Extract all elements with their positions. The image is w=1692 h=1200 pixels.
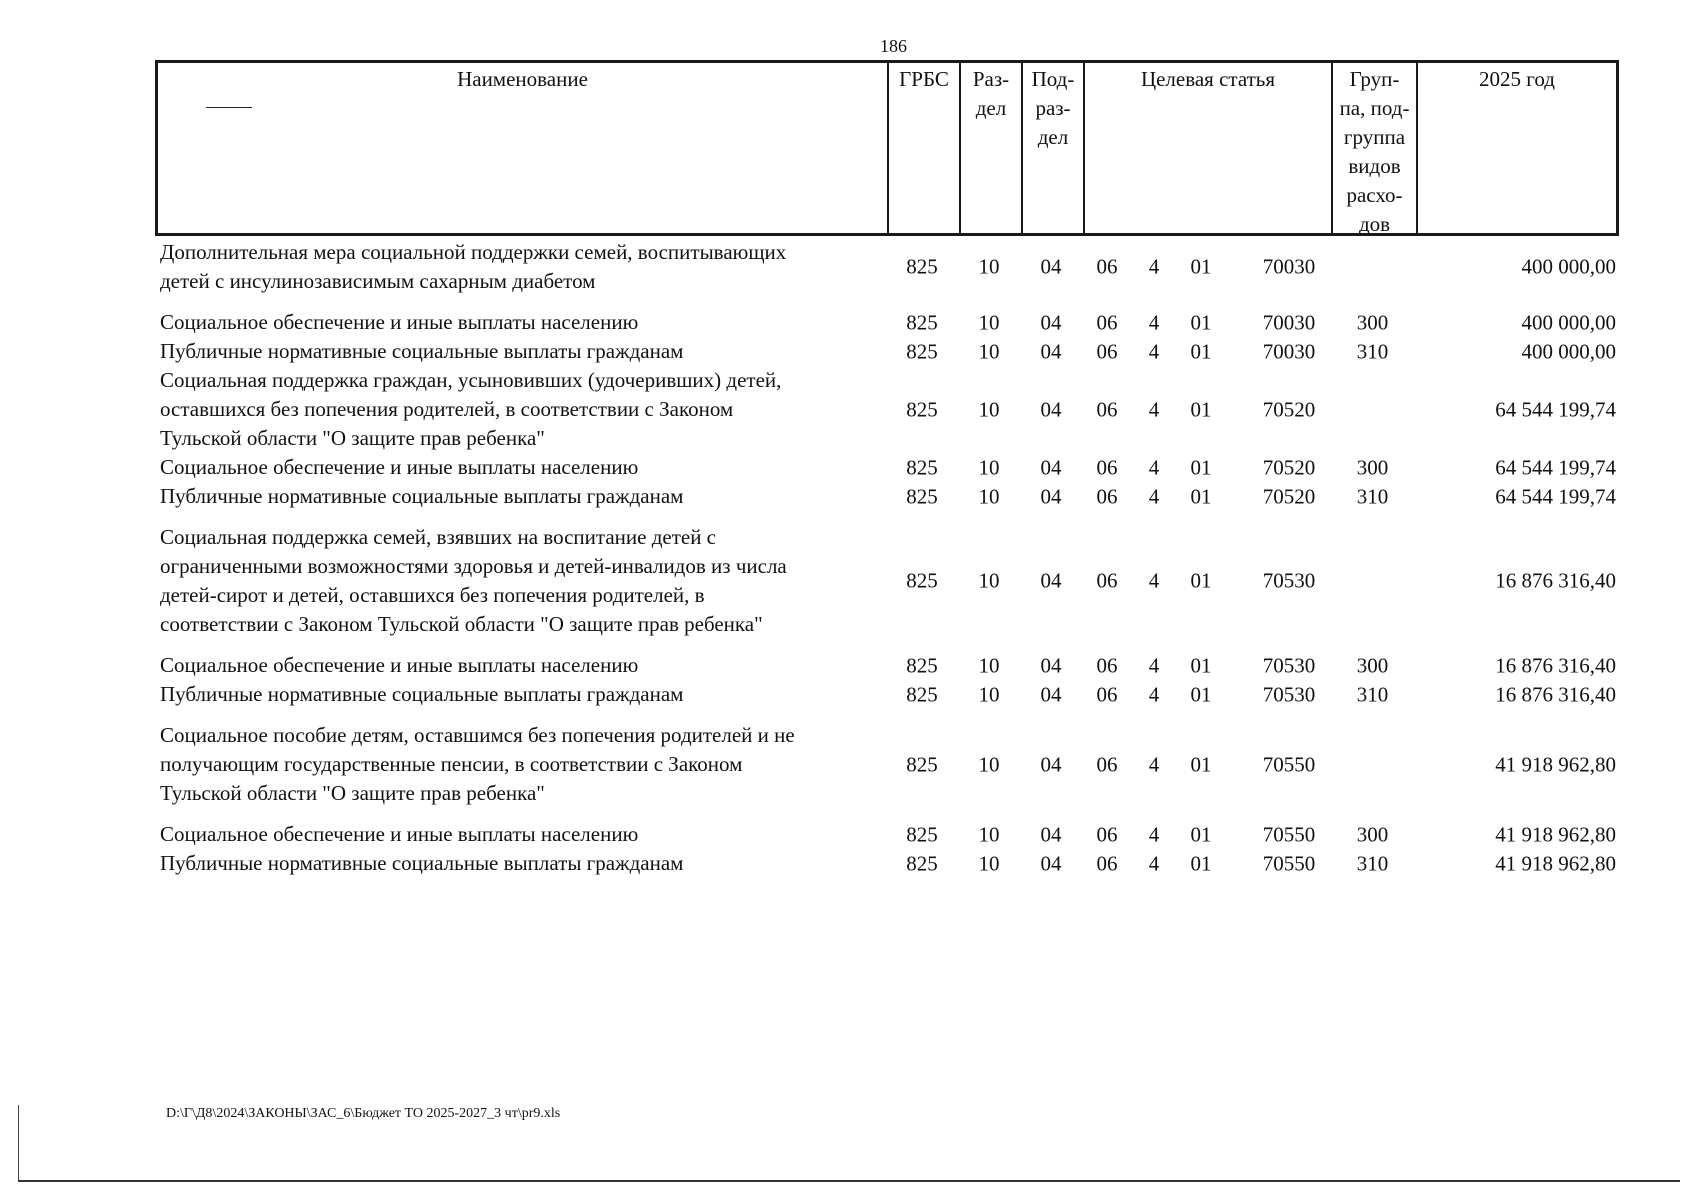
cell-name-line: Социальное обеспечение и иные выплаты населению [160, 310, 639, 334]
cell-expense-group: 310 [1356, 851, 1389, 875]
cell-name-line: Социальное обеспечение и иные выплаты населению [160, 822, 639, 846]
cell-expense-group: 310 [1356, 339, 1389, 363]
cell-name-line: детей-сирот и детей, оставшихся без попечения родителей, в [160, 583, 705, 607]
cell-target-subprogram: 01 [1190, 682, 1212, 706]
cell-podrazdel: 04 [1040, 310, 1062, 334]
cell-amount: 400 000,00 [1521, 339, 1616, 363]
cell-razdel: 10 [978, 822, 1000, 846]
header-group-line: видов [1348, 154, 1401, 178]
cell-target-direction: 70030 [1262, 310, 1316, 334]
cell-name-line: Публичные нормативные социальные выплаты гражданам [160, 339, 684, 363]
cell-name [155, 238, 880, 296]
cell-grbs: 825 [906, 397, 938, 421]
table-row [155, 651, 1619, 680]
header-razdel [961, 63, 1023, 233]
cell-target-type: 4 [1148, 254, 1160, 279]
cell-target-subprogram: 01 [1190, 752, 1212, 776]
table-row [155, 366, 1619, 453]
cell-name-line: Тульской области "О защите прав ребенка" [160, 781, 545, 805]
footer-file-path: D:\Г\Д8\2024\ЗАКОНЫ\ЗАС_6\Бюджет ТО 2025-2027_3 чт\pr9.xls [166, 1106, 561, 1121]
table-row [155, 849, 1619, 878]
cell-name [155, 849, 880, 878]
cell-razdel: 10 [978, 653, 1000, 677]
cell-name-line: Дополнительная мера социальной поддержки семей, воспитывающих [160, 240, 787, 264]
cell-amount: 41 918 962,80 [1495, 851, 1616, 875]
cell-expense-group: 300 [1356, 822, 1389, 846]
cell-grbs: 825 [906, 339, 938, 363]
table-row [155, 680, 1619, 709]
cell-amount: 400 000,00 [1521, 254, 1616, 279]
cell-amount: 16 876 316,40 [1495, 568, 1616, 593]
cell-amount: 16 876 316,40 [1495, 682, 1616, 706]
cell-target-program: 06 [1096, 568, 1118, 593]
cell-name [155, 820, 880, 849]
header-podrazdel [1023, 63, 1085, 233]
cell-target-direction: 70550 [1262, 752, 1316, 776]
cell-amount: 64 544 199,74 [1495, 397, 1616, 421]
cell-target-program: 06 [1096, 484, 1118, 508]
table-row [155, 820, 1619, 849]
cell-target-program: 06 [1096, 682, 1118, 706]
cell-razdel: 10 [978, 568, 1000, 593]
table-row [155, 523, 1619, 639]
cell-target-direction: 70550 [1262, 851, 1316, 875]
cell-target-direction: 70550 [1262, 822, 1316, 846]
header-group-line: Груп- [1349, 67, 1400, 91]
cell-target-subprogram: 01 [1190, 822, 1212, 846]
cell-grbs: 825 [906, 254, 938, 279]
cell-name [155, 308, 880, 337]
cell-target-direction: 70520 [1262, 484, 1316, 508]
cell-name-line: детей с инсулинозависимым сахарным диабетом [160, 269, 596, 293]
cell-target-subprogram: 01 [1190, 568, 1212, 593]
cell-name-line: Тульской области "О защите прав ребенка" [160, 426, 545, 450]
header-podrazdel-line: Под- [1031, 67, 1075, 91]
cell-name-line: оставшихся без попечения родителей, в соответствии с Законом [160, 397, 734, 421]
frame-left-line [18, 1105, 19, 1180]
cell-podrazdel: 04 [1040, 484, 1062, 508]
table-row [155, 238, 1619, 296]
cell-target-direction: 70530 [1262, 682, 1316, 706]
header-group-line: па, под- [1339, 96, 1410, 120]
cell-target-program: 06 [1096, 455, 1118, 479]
cell-razdel: 10 [978, 310, 1000, 334]
cell-target-type: 4 [1148, 455, 1160, 479]
header-group-line: дов [1358, 212, 1391, 236]
cell-razdel: 10 [978, 397, 1000, 421]
cell-podrazdel: 04 [1040, 851, 1062, 875]
header-dash-mark [206, 107, 252, 108]
page-number: 186 [880, 36, 907, 56]
cell-name-line: Публичные нормативные социальные выплаты гражданам [160, 484, 684, 508]
cell-target-direction: 70530 [1262, 568, 1316, 593]
header-razdel-line: дел [975, 96, 1007, 120]
cell-podrazdel: 04 [1040, 455, 1062, 479]
cell-target-subprogram: 01 [1190, 254, 1212, 279]
cell-razdel: 10 [978, 455, 1000, 479]
cell-target-type: 4 [1148, 851, 1160, 875]
cell-name-line: соответствии с Законом Тульской области "О защите прав ребенка" [160, 612, 763, 636]
cell-amount: 16 876 316,40 [1495, 653, 1616, 677]
cell-podrazdel: 04 [1040, 339, 1062, 363]
cell-amount: 41 918 962,80 [1495, 822, 1616, 846]
cell-target-type: 4 [1148, 568, 1160, 593]
cell-podrazdel: 04 [1040, 752, 1062, 776]
cell-name [155, 721, 880, 808]
cell-name-line: Социальная поддержка семей, взявших на воспитание детей с [160, 525, 717, 549]
cell-target-type: 4 [1148, 339, 1160, 363]
cell-grbs: 825 [906, 851, 938, 875]
header-name-label: Наименование [457, 67, 588, 91]
cell-grbs: 825 [906, 822, 938, 846]
cell-expense-group: 300 [1356, 310, 1389, 334]
cell-target-subprogram: 01 [1190, 484, 1212, 508]
cell-expense-group: 300 [1356, 653, 1389, 677]
cell-razdel: 10 [978, 254, 1000, 279]
header-razdel-line: Раз- [972, 67, 1010, 91]
cell-target-type: 4 [1148, 682, 1160, 706]
header-target-article: Целевая статья [1085, 63, 1333, 233]
cell-target-type: 4 [1148, 310, 1160, 334]
cell-name [155, 680, 880, 709]
cell-target-type: 4 [1148, 397, 1160, 421]
cell-target-program: 06 [1096, 310, 1118, 334]
cell-amount: 41 918 962,80 [1495, 752, 1616, 776]
cell-name [155, 337, 880, 366]
cell-podrazdel: 04 [1040, 397, 1062, 421]
cell-name-line: Публичные нормативные социальные выплаты гражданам [160, 851, 684, 875]
cell-podrazdel: 04 [1040, 822, 1062, 846]
cell-target-type: 4 [1148, 752, 1160, 776]
cell-amount: 64 544 199,74 [1495, 455, 1616, 479]
cell-podrazdel: 04 [1040, 653, 1062, 677]
cell-grbs: 825 [906, 568, 938, 593]
cell-expense-group: 310 [1356, 484, 1389, 508]
cell-target-type: 4 [1148, 822, 1160, 846]
table-row [155, 337, 1619, 366]
cell-expense-group: 310 [1356, 682, 1389, 706]
table-row [155, 721, 1619, 808]
cell-podrazdel: 04 [1040, 568, 1062, 593]
cell-name [155, 453, 880, 482]
cell-amount: 64 544 199,74 [1495, 484, 1616, 508]
cell-razdel: 10 [978, 851, 1000, 875]
cell-name [155, 366, 880, 453]
cell-podrazdel: 04 [1040, 254, 1062, 279]
cell-name-line: Публичные нормативные социальные выплаты гражданам [160, 682, 684, 706]
cell-grbs: 825 [906, 484, 938, 508]
cell-target-direction: 70520 [1262, 397, 1316, 421]
cell-target-direction: 70030 [1262, 254, 1316, 279]
table-row [155, 482, 1619, 511]
table-row [155, 453, 1619, 482]
cell-razdel: 10 [978, 682, 1000, 706]
cell-name-line: Социальная поддержка граждан, усыновивших (удочеривших) детей, [160, 368, 782, 392]
cell-name-line: Социальное обеспечение и иные выплаты населению [160, 455, 639, 479]
cell-name [155, 523, 880, 639]
cell-grbs: 825 [906, 455, 938, 479]
cell-name [155, 651, 880, 680]
cell-target-program: 06 [1096, 397, 1118, 421]
header-group-line: группа [1343, 125, 1406, 149]
cell-target-subprogram: 01 [1190, 851, 1212, 875]
cell-razdel: 10 [978, 339, 1000, 363]
cell-target-program: 06 [1096, 254, 1118, 279]
cell-target-direction: 70530 [1262, 653, 1316, 677]
cell-name-line: Социальное пособие детям, оставшимся без попечения родителей и не [160, 723, 795, 747]
cell-grbs: 825 [906, 682, 938, 706]
cell-target-program: 06 [1096, 851, 1118, 875]
cell-target-direction: 70030 [1262, 339, 1316, 363]
cell-grbs: 825 [906, 653, 938, 677]
cell-grbs: 825 [906, 752, 938, 776]
cell-name [155, 482, 880, 511]
cell-target-subprogram: 01 [1190, 397, 1212, 421]
cell-target-direction: 70520 [1262, 455, 1316, 479]
header-year: 2025 год [1479, 67, 1555, 91]
header-expense-group [1333, 63, 1418, 236]
cell-target-program: 06 [1096, 822, 1118, 846]
cell-podrazdel: 04 [1040, 682, 1062, 706]
header-group-line: расхо- [1346, 183, 1403, 207]
cell-name-line: Социальное обеспечение и иные выплаты населению [160, 653, 639, 677]
cell-target-program: 06 [1096, 653, 1118, 677]
cell-amount: 400 000,00 [1521, 310, 1616, 334]
cell-target-subprogram: 01 [1190, 339, 1212, 363]
cell-name-line: получающим государственные пенсии, в соответствии с Законом [160, 752, 743, 776]
table-header [155, 60, 1619, 236]
header-grbs: ГРБС [889, 63, 961, 233]
cell-target-program: 06 [1096, 752, 1118, 776]
cell-grbs: 825 [906, 310, 938, 334]
header-podrazdel-line: дел [1037, 125, 1069, 149]
table-row [155, 308, 1619, 337]
cell-expense-group: 300 [1356, 455, 1389, 479]
cell-name-line: ограниченными возможностями здоровья и детей-инвалидов из числа [160, 554, 787, 578]
header-podrazdel-line: раз- [1035, 96, 1071, 120]
cell-target-type: 4 [1148, 484, 1160, 508]
cell-target-type: 4 [1148, 653, 1160, 677]
table-body [155, 236, 1619, 878]
cell-target-subprogram: 01 [1190, 455, 1212, 479]
frame-bottom-line [18, 1180, 1680, 1182]
cell-target-subprogram: 01 [1190, 310, 1212, 334]
cell-target-subprogram: 01 [1190, 653, 1212, 677]
cell-razdel: 10 [978, 484, 1000, 508]
header-name [158, 63, 889, 233]
cell-target-program: 06 [1096, 339, 1118, 363]
cell-razdel: 10 [978, 752, 1000, 776]
